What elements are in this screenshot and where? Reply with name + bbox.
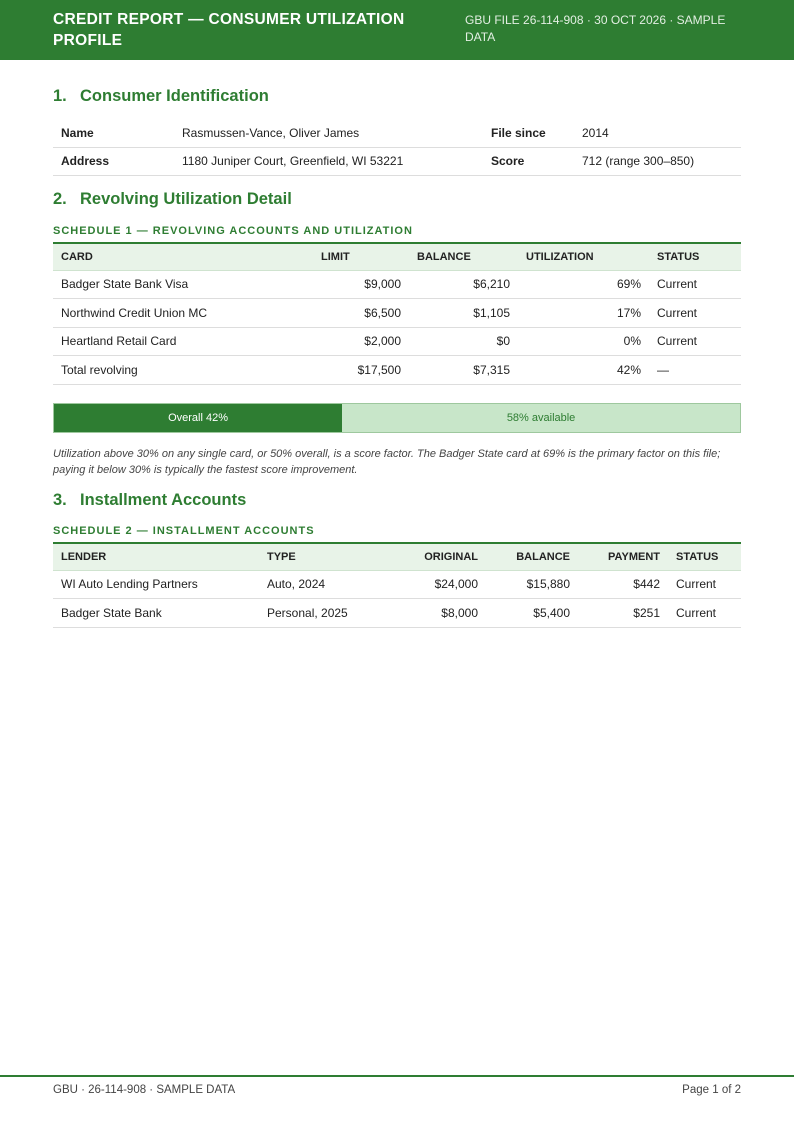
card-name: Heartland Retail Card [53, 327, 313, 356]
table-header-row [53, 243, 741, 270]
footer-divider [0, 1075, 794, 1077]
card-name: Northwind Credit Union MC [53, 299, 313, 328]
utilization-used-label: Overall 42% [168, 412, 229, 424]
section-number: 3. [53, 491, 67, 509]
card-limit: $2,000 [313, 327, 409, 356]
card-utilization: 69% [518, 270, 649, 299]
column-header-balance: BALANCE [409, 243, 518, 270]
total-limit: $17,500 [313, 356, 409, 385]
column-header-utilization: UTILIZATION [518, 243, 649, 270]
revolving-accounts-table [53, 242, 741, 385]
section-heading: Consumer Identification [80, 87, 269, 105]
column-header-payment: PAYMENT [578, 543, 668, 570]
table-row [53, 570, 741, 599]
card-status: Current [649, 299, 741, 328]
utilization-available-label: 58% available [506, 412, 576, 424]
loan-original: $24,000 [373, 570, 486, 599]
schedule-1-label: SCHEDULE 1 — REVOLVING ACCOUNTS AND UTILIZATION [53, 225, 413, 237]
total-balance: $7,315 [409, 356, 518, 385]
column-header-card: CARD [53, 243, 313, 270]
loan-payment: $251 [578, 599, 668, 628]
total-utilization: 42% [518, 356, 649, 385]
schedule-2-label: SCHEDULE 2 — INSTALLMENT ACCOUNTS [53, 525, 315, 537]
overall-utilization-bar [53, 403, 741, 433]
total-label: Total revolving [53, 356, 313, 385]
loan-original: $8,000 [373, 599, 486, 628]
lender-name: WI Auto Lending Partners [53, 570, 259, 599]
file-since-value: 2014 [574, 119, 741, 147]
table-row [53, 147, 741, 175]
loan-status: Current [668, 570, 741, 599]
table-row-total [53, 356, 741, 385]
footer-file-reference: GBU · 26-114-908 · SAMPLE DATA [53, 1084, 236, 1096]
utilization-note: Utilization above 30% on any single card, or 50% overall, is a score factor. The Badger State card at 69% is the primary factor on this file; paying it below 30% is typically the fastest score improvement. [53, 448, 721, 476]
consumer-name: Rasmussen-Vance, Oliver James [174, 119, 483, 147]
table-header-row [53, 543, 741, 570]
column-header-status: STATUS [668, 543, 741, 570]
loan-balance: $5,400 [486, 599, 578, 628]
report-header [0, 0, 794, 60]
section-consumer-identification-title [53, 87, 269, 106]
card-balance: $1,105 [409, 299, 518, 328]
lender-name: Badger State Bank [53, 599, 259, 628]
table-row [53, 270, 741, 299]
table-row [53, 299, 741, 328]
card-balance: $0 [409, 327, 518, 356]
file-since-label: File since [483, 119, 574, 147]
report-title: CREDIT REPORT — CONSUMER UTILIZATION PROFILE [53, 11, 405, 49]
column-header-balance: BALANCE [486, 543, 578, 570]
section-heading: Revolving Utilization Detail [80, 190, 292, 208]
score-label: Score [483, 147, 574, 175]
installment-accounts-table [53, 542, 741, 628]
total-status: — [649, 356, 741, 385]
card-limit: $9,000 [313, 270, 409, 299]
consumer-address: 1180 Juniper Court, Greenfield, WI 53221 [174, 147, 483, 175]
column-header-limit: LIMIT [313, 243, 409, 270]
card-status: Current [649, 270, 741, 299]
section-heading: Installment Accounts [80, 491, 247, 509]
section-installment-accounts-title [53, 491, 246, 510]
score-value: 712 (range 300–850) [574, 147, 741, 175]
section-number: 2. [53, 190, 67, 208]
name-label: Name [53, 119, 174, 147]
consumer-identification-table [53, 119, 741, 176]
section-revolving-utilization-title [53, 190, 292, 209]
column-header-original: ORIGINAL [373, 543, 486, 570]
card-balance: $6,210 [409, 270, 518, 299]
page-number: Page 1 of 2 [682, 1084, 741, 1096]
address-label: Address [53, 147, 174, 175]
card-status: Current [649, 327, 741, 356]
column-header-type: TYPE [259, 543, 373, 570]
card-utilization: 17% [518, 299, 649, 328]
report-file-meta: GBU FILE 26-114-908 · 30 OCT 2026 · SAMPLE DATA [465, 13, 726, 44]
card-limit: $6,500 [313, 299, 409, 328]
loan-payment: $442 [578, 570, 668, 599]
loan-type: Auto, 2024 [259, 570, 373, 599]
table-row [53, 327, 741, 356]
table-row [53, 119, 741, 147]
card-name: Badger State Bank Visa [53, 270, 313, 299]
section-number: 1. [53, 87, 67, 105]
loan-status: Current [668, 599, 741, 628]
loan-type: Personal, 2025 [259, 599, 373, 628]
table-row [53, 599, 741, 628]
column-header-status: STATUS [649, 243, 741, 270]
loan-balance: $15,880 [486, 570, 578, 599]
card-utilization: 0% [518, 327, 649, 356]
column-header-lender: LENDER [53, 543, 259, 570]
